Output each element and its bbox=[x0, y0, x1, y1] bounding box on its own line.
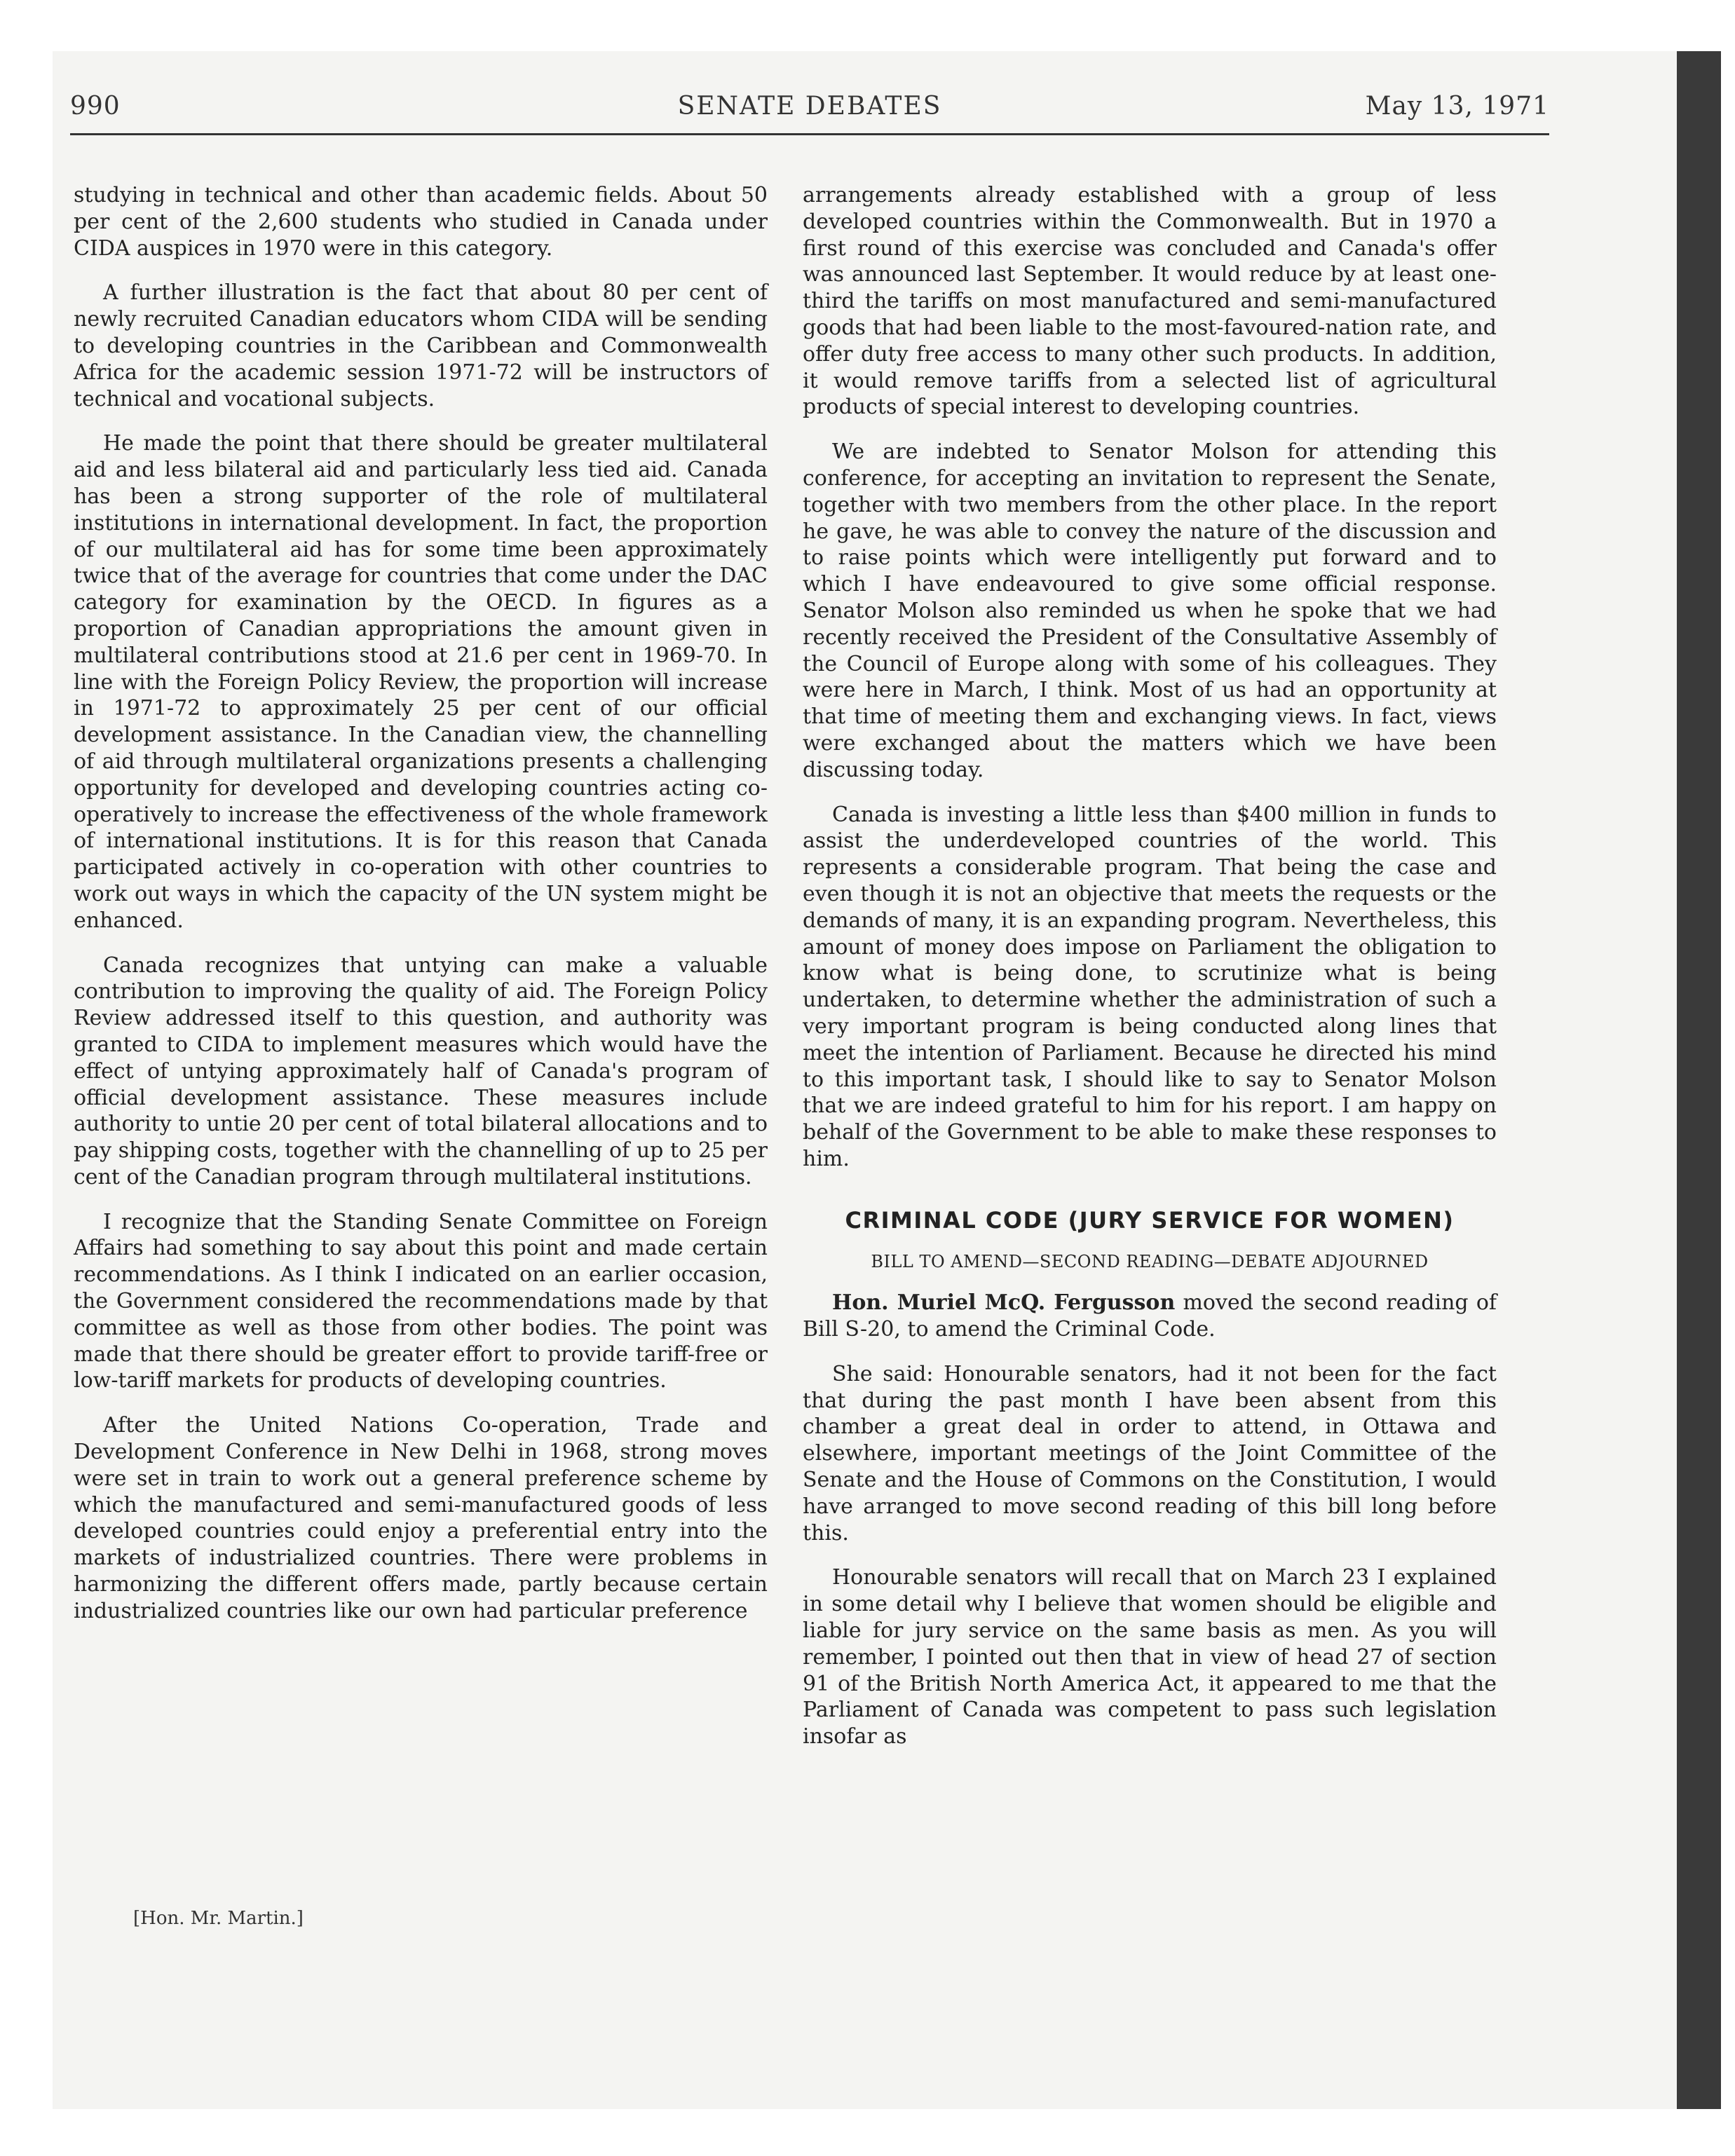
publication-date: May 13, 1971 bbox=[1365, 92, 1549, 121]
paragraph: He made the point that there should be greater multilateral aid and less bilateral aid and particularly less tied aid. Canada has been a strong supporter of the role of multilateral institutions in international development. In fact, the proportion of our multilateral aid has for some time been approximately twice that of the average for countries that come under the DAC category for examination by the OECD. In figures as a proportion of Canadian appropriations the amount given in multilateral contributions stood at 21.6 per cent in 1969-70. In line with the Foreign Policy Review, the proportion will increase in 1971-72 to approximately 25 per cent of our official development assistance. In the Canadian view, the channelling of aid through multilateral organizations presents a challenging opportunity for developed and developing countries acting co-operatively to increase the effectiveness of the whole framework of international institutions. It is for this reason that Canada participated actively in co-operation with other countries to work out ways in which the capacity of the UN system might be enhanced. bbox=[74, 431, 768, 933]
paragraph: Canada is investing a little less than $400 million in funds to assist the underdeveloped countries of the world. This represents a considerable program. That being the case and even though it is not an objective that meets the requests or the demands of many, it is an expanding program. Nevertheless, this amount of money does impose on Parliament the obligation to know what is being done, to scrutinize what is being undertaken, to determine whether the administration of such a very important program is being conducted along lines that meet the intention of Parliament. Because he directed his mind to this important task, I should like to say to Senator Molson that we are indeed grateful to him for his report. I am happy on behalf of the Government to be able to make these responses to him. bbox=[803, 802, 1497, 1171]
section-heading: CRIMINAL CODE (JURY SERVICE FOR WOMEN) bbox=[845, 1206, 1455, 1234]
page-number: 990 bbox=[70, 92, 121, 121]
motion-text: moved the second reading of Bill S-20, to amend the Criminal Code. bbox=[803, 1290, 1497, 1342]
paragraph: After the United Nations Co-operation, Trade and Development Conference in New Delhi in 1968, strong moves were set in train to work out a general preference scheme by which the manufactured and semi-manufactured goods of less developed countries could enjoy a preferential entry into the markets of industrialized countries. There were problems in harmonizing the different offers made, partly because certain industrialized countries like our own had particular preference bbox=[74, 1413, 768, 1623]
paragraph: I recognize that the Standing Senate Committee on Foreign Affairs had something to say about this point and made certain recommendations. As I think I indicated on an earlier occasion, the Government considered the recommendations made by that committee as well as those from other bodies. The point was made that there should be greater effort to provide tariff-free or low-tariff markets for products of developing countries. bbox=[74, 1209, 768, 1393]
paragraph: Canada recognizes that untying can make a valuable contribution to improving the quality of aid. The Foreign Policy Review addressed itself to this question, and authority was granted to CIDA to implement measures which would have the effect of untying approximately half of Canada's program of official development assistance. These measures include authority to untie 20 per cent of total bilateral allocations and to pay shipping costs, together with the channelling of up to 25 per cent of the Canadian program through multilateral institutions. bbox=[74, 953, 768, 1189]
motion-paragraph bbox=[803, 1290, 1497, 1343]
paragraph: We are indebted to Senator Molson for attending this conference, for accepting an invitation to represent the Senate, together with two members from the other place. In the report he gave, he was able to convey the nature of the discussion and to raise points which were intelligently put forward and to which I have endeavoured to give some official response. Senator Molson also reminded us when he spoke that we had recently received the President of the Consultative Assembly of the Council of Europe along with some of his colleagues. They were here in March, I think. Most of us had an opportunity at that time of meeting them and exchanging views. In fact, views were exchanged about the matters which we have been discussing today. bbox=[803, 439, 1497, 782]
scan-edge-bar bbox=[1677, 51, 1721, 2109]
paragraph: A further illustration is the fact that about 80 per cent of newly recruited Canadian educators whom CIDA will be sending to developing countries in the Caribbean and Commonwealth Africa for the academic session 1971-72 will be instructors of technical and vocational subjects. bbox=[74, 280, 768, 411]
publication-title: SENATE DEBATES bbox=[677, 92, 942, 121]
paragraph: She said: Honourable senators, had it not been for the fact that during the past month I have been absent from this chamber a great deal in order to attend, in Ottawa and elsewhere, important meetings of the Joint Committee of the Senate and the House of Commons on the Constitution, I would have arranged to move second reading of this bill long before this. bbox=[803, 1361, 1497, 1546]
paragraph: Honourable senators will recall that on March 23 I explained in some detail why I believe that women should be eligible and liable for jury service on the same basis as men. As you will remember, I pointed out then that in view of head 27 of section 91 of the British North America Act, it appeared to me that the Parliament of Canada was competent to pass such legislation insofar as bbox=[803, 1565, 1497, 1749]
speaker-footnote: [Hon. Mr. Martin.] bbox=[133, 1908, 304, 1929]
right-column bbox=[803, 182, 1497, 1768]
page-header bbox=[70, 81, 1549, 135]
paragraph: arrangements already established with a group of less developed countries within the Commonwealth. But in 1970 a first round of this exercise was concluded and Canada's offer was announced last September. It would reduce by at least one-third the tariffs on most manufactured and semi-manufactured goods that had been liable to the most-favoured-nation rate, and offer duty free access to many other such products. In addition, it would remove tariffs from a selected list of agricultural products of special interest to developing countries. bbox=[803, 183, 1497, 420]
left-column bbox=[74, 182, 768, 1643]
paragraph: studying in technical and other than academic fields. About 50 per cent of the 2,600 students who studied in Canada under CIDA auspices in 1970 were in this category. bbox=[74, 183, 768, 261]
section-subheading: BILL TO AMEND—SECOND READING—DEBATE ADJOURNED bbox=[871, 1252, 1429, 1272]
speaker-name: Hon. Muriel McQ. Fergusson bbox=[832, 1290, 1176, 1316]
